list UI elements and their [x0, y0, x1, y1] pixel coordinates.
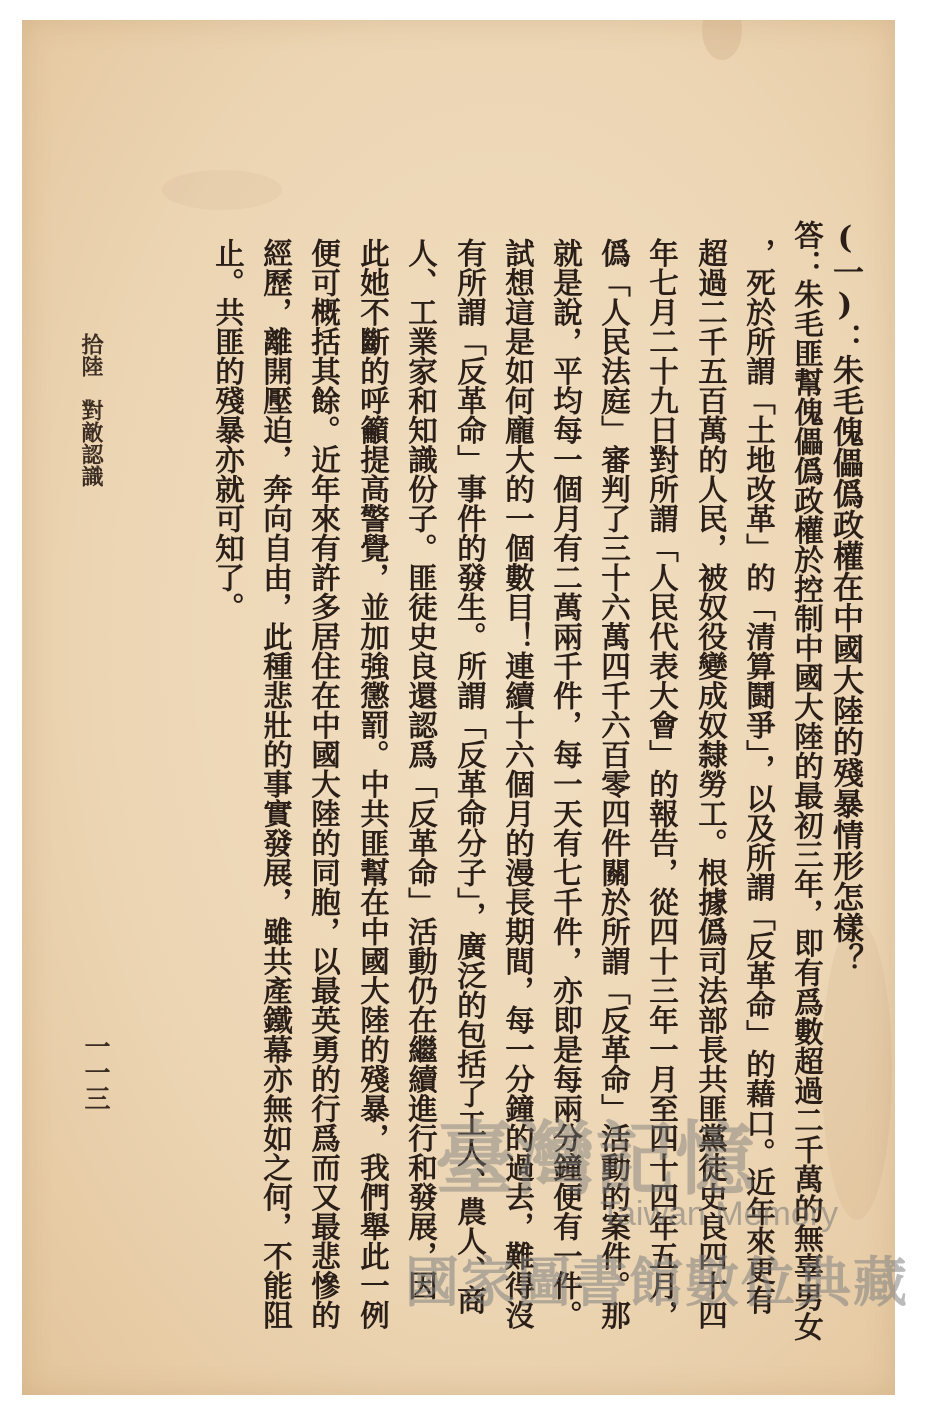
watermark-bottom-text: 國家圖書館數位典藏 — [405, 1251, 909, 1314]
answer-column-9: 人、工業家和知識份子。匪徒史良還認爲「反革命」活動仍在繼續進行和發展，因 — [404, 238, 439, 1300]
answer-column-5: 僞「人民法庭」審判了三十六萬四千六百零四件關於所謂「反革命」活動的案件。那 — [597, 238, 632, 1330]
question-heading: (一)：朱毛傀儡僞政權在中國大陸的殘暴情形怎樣？ — [827, 220, 863, 974]
scanned-book-page — [22, 20, 895, 1395]
answer-column-11: 便可概括其餘。近年來有許多居住在中國大陸的同胞，以最英勇的行爲而又最悲慘的 — [307, 238, 342, 1330]
answer-column-10: 此她不斷的呼籲提高警覺，並加強懲罰。中共匪幫在中國大陸的殘暴，我們舉此一例 — [356, 238, 391, 1330]
answer-column-3: 超過二千五百萬的人民，被奴役變成奴隸勞工。根據僞司法部長共匪黨徒史良四十四 — [694, 238, 729, 1330]
answer-column-7: 試想這是如何龐大的一個數目！連續十六個月的漫長期間，每一分鐘的過去，難得沒 — [501, 238, 536, 1330]
answer-column-13: 止。共匪的殘暴亦就可知了。 — [211, 238, 246, 622]
watermark-english-text: Taiwan Memory — [600, 1195, 839, 1233]
answer-column-8: 有所謂「反革命」事件的發生。所謂「反革命分子」，廣泛的包括了工人、農人、商 — [453, 238, 488, 1315]
answer-column-2: ，死於所謂「土地改革」的「清算鬪爭」，以及所謂「反革命」的藉口。近年來更有 — [742, 238, 777, 1315]
page-number: 一一三 — [80, 1033, 110, 1111]
answer-column-12: 經歷，離開壓迫，奔向自由，此種悲壯的事實發展，雖共產鐵幕亦無如之何，不能阻 — [259, 238, 294, 1330]
answer-column-4: 年七月二十九日對所謂「人民代表大會」的報告，從四十三年一月至四十四年五月， — [645, 238, 680, 1330]
section-label: 拾陸 對敵認識 — [78, 333, 104, 487]
answer-column-1: 答：朱毛匪幫傀儡僞政權於控制中國大陸的最初三年，即有爲數超過二千萬的無辜男女 — [790, 220, 825, 1341]
answer-column-6: 就是說，平均每一個月有二萬兩千件，每一天有七千件，亦即是每兩分鐘便有一件。 — [549, 238, 584, 1330]
watermark-main-text: 臺灣記憶 — [435, 1112, 755, 1206]
